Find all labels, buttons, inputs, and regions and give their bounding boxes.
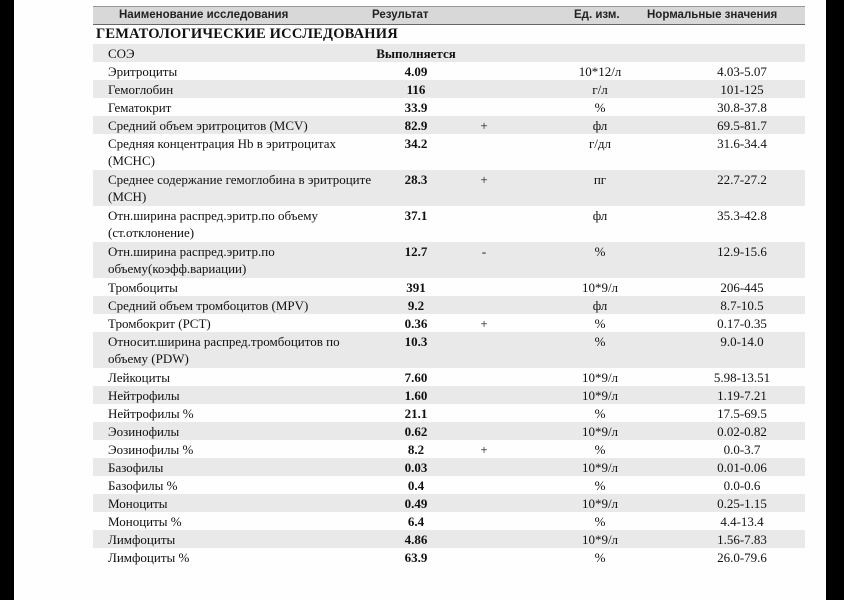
cell-result: 1.60	[404, 388, 428, 403]
cell-norm: 30.8-37.8	[717, 100, 767, 115]
cell-name: Эозинофилы %	[108, 442, 194, 457]
cell-result: 0.03	[404, 460, 428, 475]
cell-name: Тромбокрит (PCT)	[108, 316, 211, 331]
table-row	[93, 422, 805, 440]
table-row	[93, 440, 805, 458]
cell-unit: 10*9/л	[581, 370, 619, 385]
cell-norm: 4.4-13.4	[720, 514, 764, 529]
header-norm: Нормальные значения	[647, 9, 778, 21]
cell-unit: %	[594, 316, 606, 331]
cell-result: 37.1	[404, 208, 428, 223]
cell-unit: 10*12/л	[578, 64, 622, 79]
table-row	[93, 404, 805, 422]
cell-norm: 0.25-1.15	[717, 496, 767, 511]
table-row	[93, 62, 805, 80]
table-row	[93, 80, 805, 98]
cell-unit: 10*9/л	[581, 388, 619, 403]
cell-unit: 10*9/л	[581, 460, 619, 475]
cell-unit: %	[594, 442, 606, 457]
cell-name: Средний объем тромбоцитов (MPV)	[108, 298, 309, 313]
cell-result: 12.7	[404, 244, 428, 259]
cell-result: 4.86	[404, 532, 428, 547]
lab-report-page	[14, 0, 826, 600]
table-row	[93, 332, 805, 368]
table-row	[93, 512, 805, 530]
cell-norm: 206-445	[720, 280, 764, 295]
cell-norm: 31.6-34.4	[717, 136, 767, 151]
table-row	[93, 98, 805, 116]
cell-unit: фл	[592, 298, 608, 313]
cell-norm: 0.0-3.7	[723, 442, 761, 457]
table-row	[93, 386, 805, 404]
header-name: Наименование исследования	[119, 9, 289, 21]
table-row	[93, 278, 805, 296]
cell-norm: 0.01-0.06	[717, 460, 767, 475]
cell-result: 4.09	[404, 64, 428, 79]
cell-flag: +	[480, 118, 488, 133]
cell-norm: 4.03-5.07	[717, 64, 767, 79]
table-row	[93, 44, 805, 62]
cell-name: Лимфоциты	[108, 532, 176, 547]
cell-unit: %	[594, 550, 606, 565]
cell-result: 10.3	[404, 334, 428, 349]
cell-result: 0.36	[404, 316, 428, 331]
cell-result: 116	[406, 82, 426, 97]
cell-result: 0.49	[404, 496, 428, 511]
cell-name: Гемоглобин	[108, 82, 174, 97]
cell-norm: 69.5-81.7	[717, 118, 767, 133]
cell-name: Нейтрофилы	[108, 388, 180, 403]
table-row	[93, 296, 805, 314]
cell-unit: 10*9/л	[581, 496, 619, 511]
cell-flag: +	[480, 316, 488, 331]
cell-name: Базофилы	[108, 460, 164, 475]
cell-name: СОЭ	[108, 46, 135, 61]
header-unit: Ед. изм.	[574, 9, 620, 21]
table-row	[93, 368, 805, 386]
cell-unit: фл	[592, 208, 608, 223]
cell-flag: +	[480, 442, 488, 457]
header-result: Результат	[372, 9, 429, 21]
cell-result: 28.3	[404, 172, 428, 187]
cell-name: Эозинофилы	[108, 424, 180, 439]
cell-unit: 10*9/л	[581, 532, 619, 547]
left-dark-margin	[0, 0, 14, 600]
cell-name: Моноциты	[108, 496, 168, 511]
cell-flag: -	[481, 244, 487, 259]
cell-norm: 5.98-13.51	[713, 370, 771, 385]
cell-result: 6.4	[407, 514, 425, 529]
cell-norm: 12.9-15.6	[717, 244, 767, 259]
table-row	[93, 458, 805, 476]
cell-unit: %	[594, 100, 606, 115]
cell-norm: 0.02-0.82	[717, 424, 767, 439]
table-row	[93, 530, 805, 548]
cell-name: Эритроциты	[108, 64, 178, 79]
cell-name: Лимфоциты %	[108, 550, 190, 565]
right-dark-margin	[826, 0, 844, 600]
cell-name: Моноциты %	[108, 514, 182, 529]
cell-norm: 17.5-69.5	[717, 406, 767, 421]
cell-norm: 26.0-79.6	[717, 550, 767, 565]
table-row	[93, 206, 805, 242]
cell-norm: 1.19-7.21	[717, 388, 767, 403]
cell-name: Отн.ширина распред.эритр.по объему(коэфф.вариации)	[108, 244, 275, 277]
cell-norm: 22.7-27.2	[717, 172, 767, 187]
cell-result: 9.2	[407, 298, 425, 313]
table-row	[93, 134, 805, 170]
table-row	[93, 476, 805, 494]
cell-norm: 1.56-7.83	[717, 532, 767, 547]
cell-result: 0.62	[404, 424, 428, 439]
cell-name: Средний объем эритроцитов (MCV)	[108, 118, 308, 133]
cell-name: Базофилы %	[108, 478, 178, 493]
cell-name: Средняя концентрация Hb в эритроцитах (MCHC)	[108, 136, 337, 169]
cell-result: 8.2	[407, 442, 425, 457]
cell-name: Гематокрит	[108, 100, 172, 115]
cell-result: 391	[406, 280, 426, 295]
table-row	[93, 314, 805, 332]
cell-norm: 0.17-0.35	[717, 316, 767, 331]
cell-result: Выполняется	[376, 46, 456, 61]
cell-unit: 10*9/л	[581, 424, 619, 439]
table-row	[93, 548, 805, 566]
cell-result: 33.9	[404, 100, 428, 115]
cell-result: 21.1	[404, 406, 428, 421]
table-header	[93, 6, 805, 25]
cell-name: Относит.ширина распред.тромбоцитов по объему (PDW)	[108, 334, 340, 367]
cell-unit: фл	[592, 118, 608, 133]
cell-result: 0.4	[407, 478, 425, 493]
table-row	[93, 116, 805, 134]
cell-unit: %	[594, 334, 606, 349]
cell-unit: г/дл	[588, 136, 612, 151]
cell-result: 7.60	[404, 370, 428, 385]
cell-norm: 0.0-0.6	[723, 478, 761, 493]
cell-name: Нейтрофилы %	[108, 406, 194, 421]
section-title: ГЕМАТОЛОГИЧЕСКИЕ ИССЛЕДОВАНИЯ	[96, 26, 398, 42]
cell-unit: %	[594, 244, 606, 259]
cell-unit: %	[594, 478, 606, 493]
table-row	[93, 170, 805, 206]
cell-unit: пг	[593, 172, 607, 187]
cell-norm: 8.7-10.5	[720, 298, 764, 313]
cell-name: Тромбоциты	[108, 280, 178, 295]
results-table	[93, 44, 805, 566]
table-row	[93, 242, 805, 278]
cell-result: 63.9	[404, 550, 428, 565]
cell-unit: 10*9/л	[581, 280, 619, 295]
table-row	[93, 494, 805, 512]
cell-result: 82.9	[404, 118, 428, 133]
cell-unit: %	[594, 514, 606, 529]
cell-name: Лейкоциты	[108, 370, 170, 385]
cell-norm: 35.3-42.8	[717, 208, 767, 223]
cell-result: 34.2	[404, 136, 428, 151]
cell-flag: +	[480, 172, 488, 187]
cell-name: Среднее содержание гемоглобина в эритроците (MCH)	[108, 172, 372, 205]
cell-norm: 9.0-14.0	[720, 334, 764, 349]
cell-unit: %	[594, 406, 606, 421]
cell-name: Отн.ширина распред.эритр.по объему (ст.отклонение)	[108, 208, 318, 241]
cell-norm: 101-125	[720, 82, 764, 97]
cell-unit: г/л	[592, 82, 608, 97]
